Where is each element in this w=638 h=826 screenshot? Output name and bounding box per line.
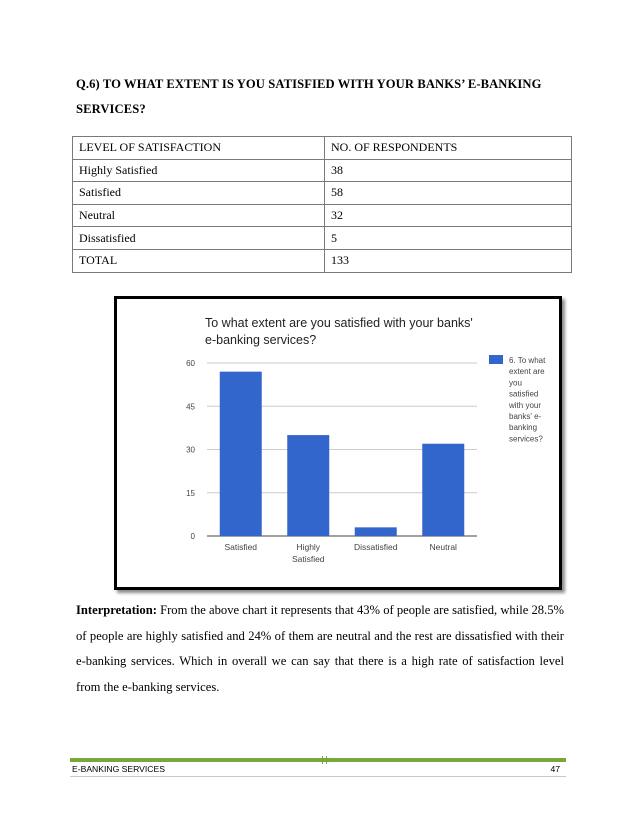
x-tick-label: Dissatisfied	[354, 542, 398, 552]
chart-frame	[114, 296, 562, 590]
bar	[355, 527, 397, 536]
row-level: Neutral	[73, 204, 325, 227]
x-tick-label: Satisfied	[224, 542, 258, 552]
legend-label-line: you	[509, 378, 522, 388]
table-row	[73, 182, 572, 205]
bar-chart	[117, 299, 559, 587]
y-tick-label: 60	[186, 359, 195, 368]
header-level: LEVEL OF SATISFACTION	[73, 137, 325, 160]
interpretation-text: From the above chart it represents that 43% of people are satisfied, while 28.5% of people are highly satisfied and 24% of them are neutral and the rest are dissatisfied with their e-banking services. Which in overall we can say that there is a high rate of satisfaction level from the e-banking services.	[76, 603, 564, 694]
legend-label-line: satisfied	[509, 389, 539, 399]
table-row-total	[73, 249, 572, 272]
header-respondents: NO. OF RESPONDENTS	[325, 137, 572, 160]
x-tick-label: Highly	[296, 542, 321, 552]
x-tick-label: Satisfied	[291, 554, 325, 564]
y-tick-label: 45	[186, 402, 195, 412]
footer-title: E-BANKING SERVICES	[72, 764, 165, 774]
footer-divider	[322, 756, 323, 764]
row-level: Dissatisfied	[73, 227, 325, 250]
row-level: Satisfied	[73, 182, 325, 205]
legend-label-line: banking	[509, 423, 538, 433]
chart-title-line: e-banking services?	[205, 333, 317, 347]
satisfaction-table	[72, 136, 572, 273]
table-row	[73, 159, 572, 182]
row-level: Highly Satisfied	[73, 159, 325, 182]
row-count: 133	[325, 249, 572, 272]
legend-label-line: 6. To what	[509, 356, 546, 365]
legend-label-line: services?	[509, 434, 543, 444]
table-row	[73, 227, 572, 250]
chart-title-line: To what extent are you satisfied with your banks'	[205, 316, 473, 330]
table-row	[73, 204, 572, 227]
row-level: TOTAL	[73, 249, 325, 272]
interpretation-paragraph	[76, 598, 564, 700]
footer-accent-bar	[70, 758, 566, 762]
table-header-row	[73, 137, 572, 160]
row-count: 58	[325, 182, 572, 205]
legend-label-line: extent are	[509, 367, 545, 377]
legend-label-line: banks' e-	[509, 412, 542, 421]
legend-swatch	[489, 355, 503, 364]
y-tick-label: 30	[186, 445, 195, 455]
row-count: 5	[325, 227, 572, 250]
footer-divider	[326, 756, 327, 764]
question-heading: Q.6) TO WHAT EXTENT IS YOU SATISFIED WITH YOUR BANKS’ E-BANKING SERVICES?	[76, 77, 542, 116]
page-number: 47	[550, 764, 560, 774]
legend-label-line: with your	[509, 400, 542, 410]
row-count: 32	[325, 204, 572, 227]
x-tick-label: Neutral	[429, 542, 457, 552]
row-count: 38	[325, 159, 572, 182]
bar	[220, 372, 262, 536]
bar	[287, 435, 329, 536]
y-tick-label: 15	[186, 488, 195, 498]
bar	[422, 444, 464, 536]
footer-rule	[70, 776, 566, 777]
interpretation-label: Interpretation:	[76, 603, 157, 617]
y-tick-label: 0	[190, 532, 195, 541]
